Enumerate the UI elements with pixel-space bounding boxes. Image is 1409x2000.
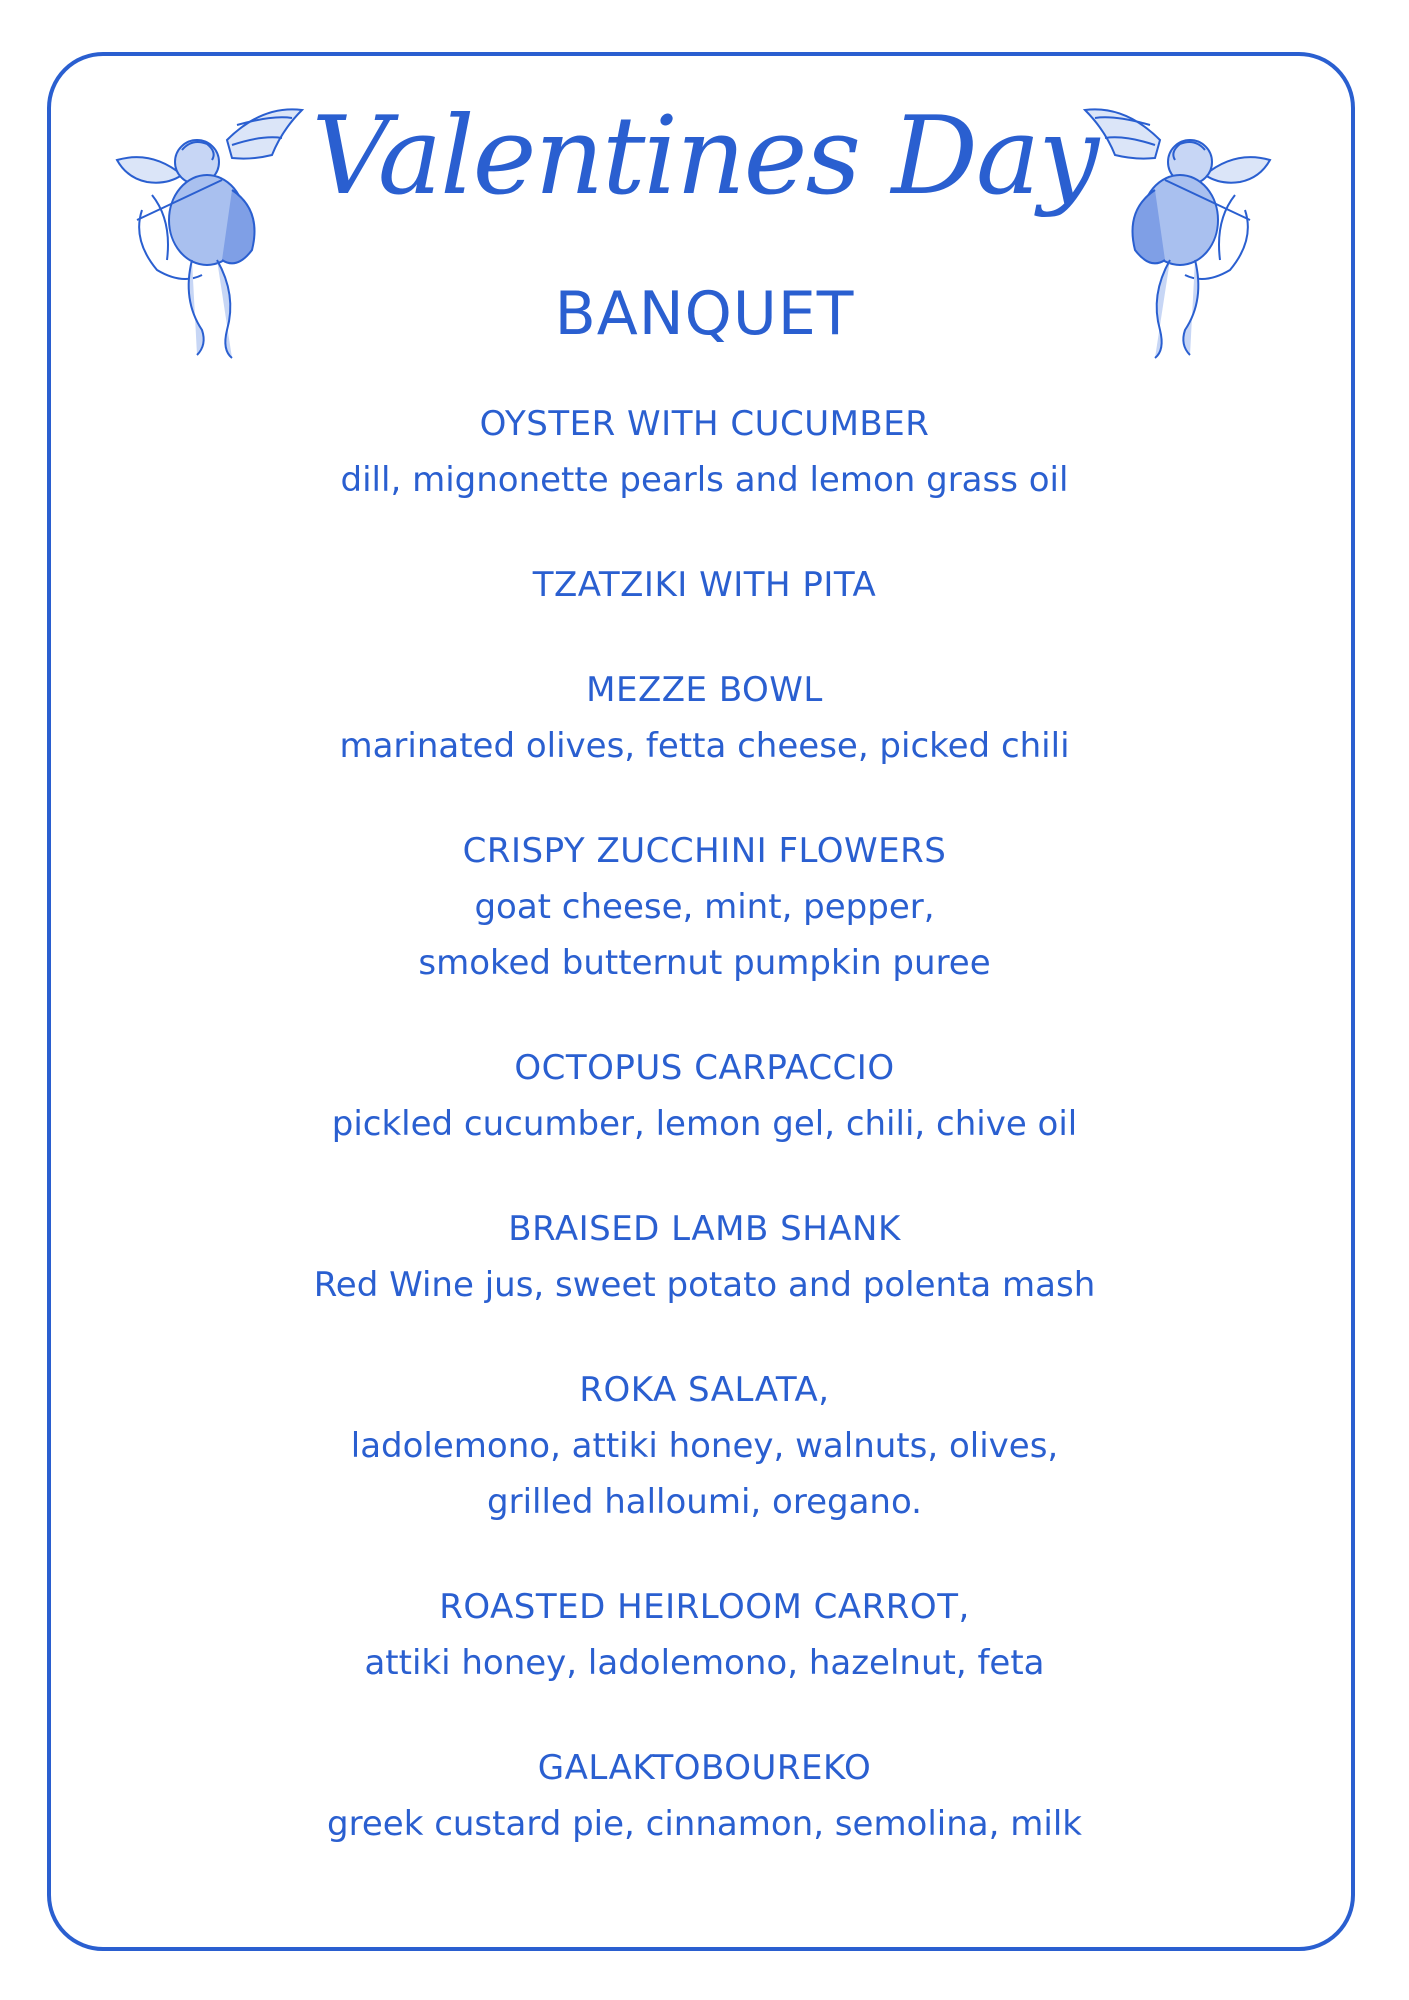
course-description: dill, mignonette pearls and lemon grass oil <box>340 460 1069 500</box>
menu-course <box>0 662 1409 774</box>
course-name: MEZZE BOWL <box>586 670 823 710</box>
course-description: goat cheese, mint, pepper, <box>474 887 935 927</box>
course-description: marinated olives, fetta cheese, picked chili <box>339 726 1070 766</box>
course-description: attiki honey, ladolemono, hazelnut, feta <box>364 1643 1045 1683</box>
course-list <box>0 396 1409 1901</box>
course-name: ROKA SALATA, <box>579 1370 830 1410</box>
menu-course <box>0 1740 1409 1852</box>
course-description: Red Wine jus, sweet potato and polenta mash <box>313 1265 1096 1305</box>
course-description: pickled cucumber, lemon gel, chili, chive oil <box>331 1104 1078 1144</box>
course-description: ladolemono, attiki honey, walnuts, olives, <box>350 1426 1059 1466</box>
course-description: smoked butternut pumpkin puree <box>418 943 991 983</box>
menu-course <box>0 823 1409 991</box>
course-name: OCTOPUS CARPACCIO <box>514 1048 895 1088</box>
course-description: greek custard pie, cinnamon, semolina, milk <box>327 1804 1082 1844</box>
menu-course <box>0 557 1409 613</box>
course-name: GALAKTOBOUREKO <box>537 1748 872 1788</box>
menu-course <box>0 1040 1409 1152</box>
menu-course <box>0 1579 1409 1691</box>
course-name: BRAISED LAMB SHANK <box>508 1209 901 1249</box>
menu-subtitle: BANQUET <box>554 279 855 349</box>
course-name: OYSTER WITH CUCUMBER <box>479 404 930 444</box>
menu-course <box>0 1201 1409 1313</box>
menu-course <box>0 1362 1409 1530</box>
course-name: ROASTED HEIRLOOM CARROT, <box>439 1587 970 1627</box>
menu-course <box>0 396 1409 508</box>
menu-title: Valentines Day <box>311 94 1098 219</box>
course-name: CRISPY ZUCCHINI FLOWERS <box>462 831 947 871</box>
course-description: grilled halloumi, oregano. <box>487 1482 922 1522</box>
course-name: TZATZIKI WITH PITA <box>532 565 877 605</box>
